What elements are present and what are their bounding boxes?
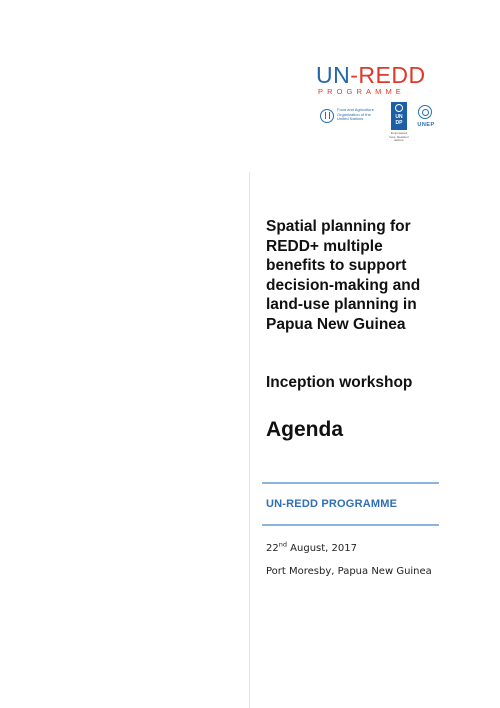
logo-programme: PROGRAMME xyxy=(318,87,405,96)
title-line: Papua New Guinea xyxy=(266,315,406,333)
fao-text: Food and Agriculture Organization of the United Nations xyxy=(337,107,374,122)
document-subtitle: Inception workshop xyxy=(266,374,413,391)
document-date xyxy=(266,540,357,554)
title-line: decision-making and xyxy=(266,276,421,294)
title-line: benefits to support xyxy=(266,257,407,274)
top-rule xyxy=(262,482,439,484)
document-title xyxy=(266,217,486,334)
date-rest: August, 2017 xyxy=(286,543,357,554)
title-line: Spatial planning for xyxy=(266,218,411,235)
title-line: REDD+ multiple xyxy=(266,237,383,255)
date-suffix: nd xyxy=(278,540,287,549)
logo-un: UN xyxy=(316,62,351,88)
logo-title xyxy=(316,64,436,86)
undp-logo-icon xyxy=(391,102,407,130)
programme-label: UN-REDD PROGRAMME xyxy=(266,498,398,510)
undp-letters: UN DP xyxy=(395,114,403,126)
agenda-heading: Agenda xyxy=(266,418,344,441)
title-line: land-use planning in xyxy=(266,296,417,313)
date-day: 22 xyxy=(266,543,279,554)
un-emblem-icon xyxy=(395,104,403,112)
column-divider xyxy=(249,172,250,708)
document-location: Port Moresby, Papua New Guinea xyxy=(266,566,432,577)
fao-emblem-icon xyxy=(320,109,334,123)
logo-redd: REDD xyxy=(358,62,426,88)
unep-text: UNEP xyxy=(417,122,435,128)
un-redd-logo xyxy=(316,64,436,148)
bottom-rule xyxy=(262,524,439,526)
logo-dash: - xyxy=(350,62,359,88)
unep-emblem-icon xyxy=(418,105,432,119)
partner-logos xyxy=(318,102,436,148)
undp-caption: Empowered lives. Resilient nations. xyxy=(389,131,409,143)
